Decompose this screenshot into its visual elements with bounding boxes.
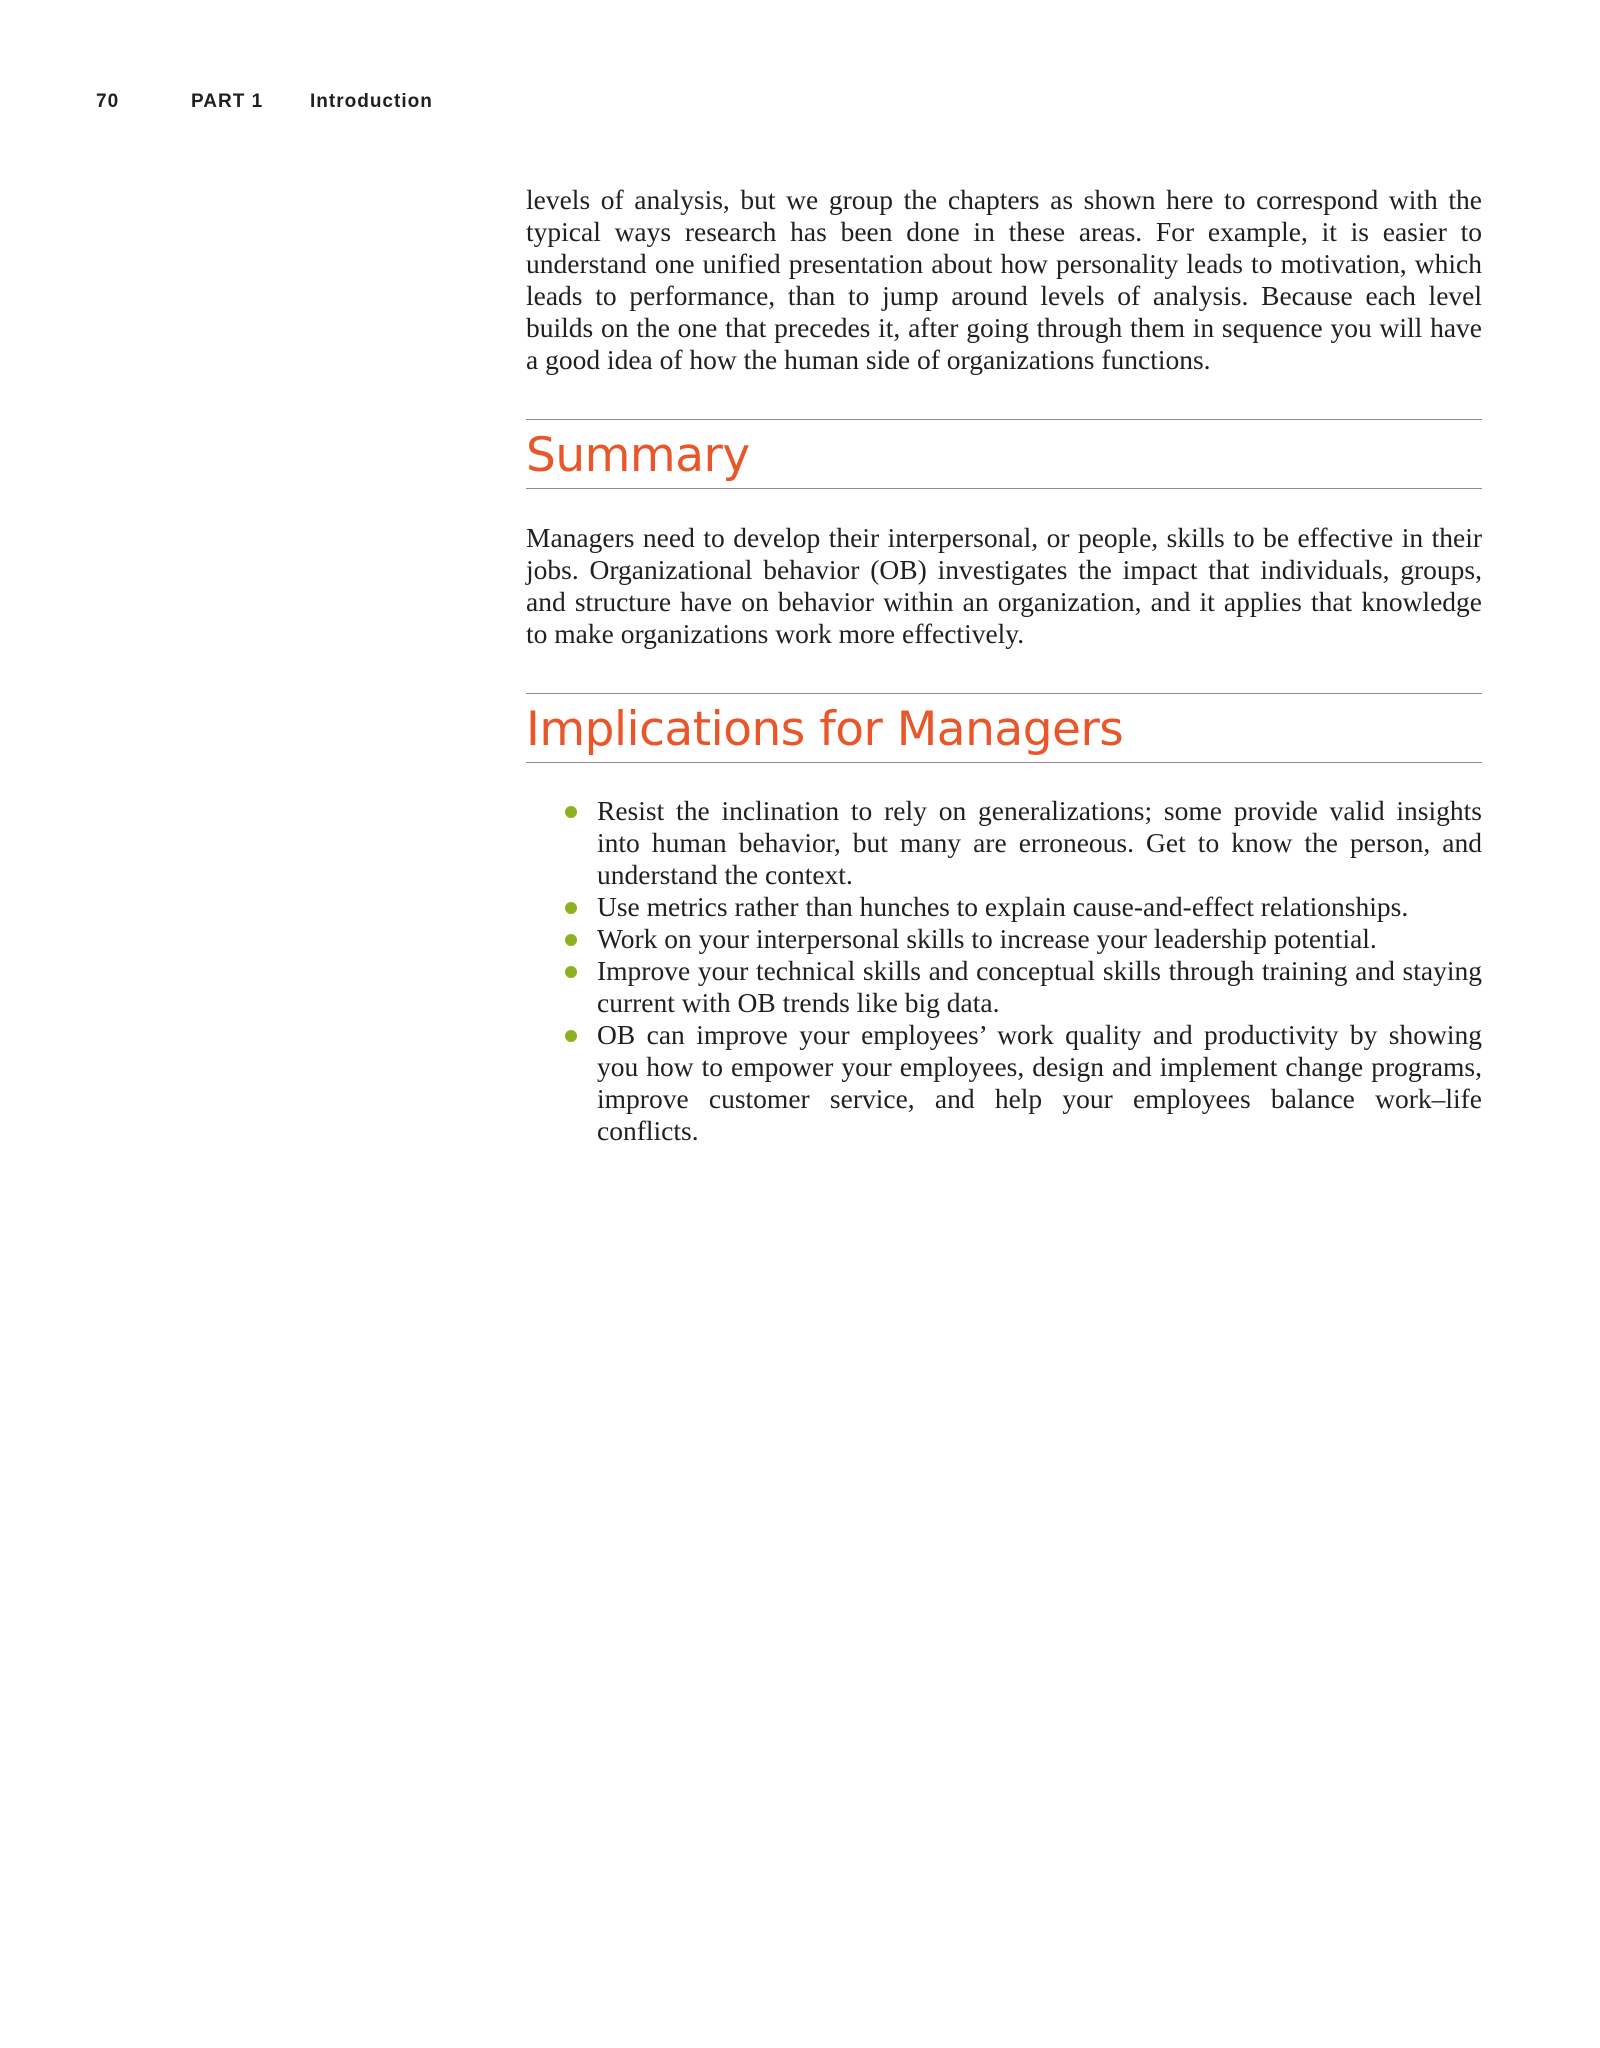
list-item-text: Work on your interpersonal skills to increase your leadership potential.: [597, 923, 1377, 954]
summary-heading: Summary: [526, 428, 750, 483]
page-number: 70: [96, 91, 120, 112]
bullet-icon: [565, 806, 577, 818]
running-head: [96, 91, 433, 113]
list-item: [597, 795, 1482, 891]
implications-list: [526, 795, 1482, 1147]
list-item-text: Use metrics rather than hunches to explain cause-and-effect relationships.: [597, 891, 1409, 922]
list-item: [597, 923, 1482, 955]
summary-paragraph: Managers need to develop their interpersonal, or people, skills to be effective in their jobs. Organizational behavior (OB) investigates the impact that individuals, groups, and structure have on behavior within an organization, and it applies that knowledge to make organizations work more effectively.: [526, 522, 1482, 649]
list-item: [597, 891, 1482, 923]
implications-heading: Implications for Managers: [526, 702, 1124, 757]
bullet-icon: [565, 1030, 577, 1042]
list-item: [597, 1019, 1482, 1147]
section-label: Introduction: [310, 91, 433, 112]
list-item-text: OB can improve your employees’ work quality and productivity by showing you how to empower your employees, design and implement change programs, improve customer service, and help your employees balance work–life conflicts.: [597, 1019, 1482, 1146]
summary-heading-block: [526, 419, 1482, 489]
list-item-text: Resist the inclination to rely on generalizations; some provide valid insights into human behavior, but many are erroneous. Get to know the person, and understand the context.: [597, 795, 1482, 890]
list-item-text: Improve your technical skills and conceptual skills through training and staying current with OB trends like big data.: [597, 955, 1482, 1018]
list-item: [597, 955, 1482, 1019]
bullet-icon: [565, 902, 577, 914]
part-label: PART 1: [191, 91, 264, 112]
bullet-icon: [565, 966, 577, 978]
bullet-icon: [565, 934, 577, 946]
main-content: [526, 184, 1482, 1147]
intro-paragraph: levels of analysis, but we group the chapters as shown here to correspond with the typical ways research has been done in these areas. For example, it is easier to understand one unified presentation about how personality leads to motivation, which leads to performance, than to jump around levels of analysis. Because each level builds on the one that precedes it, after going through them in sequence you will have a good idea of how the human side of organizations functions.: [526, 184, 1482, 375]
implications-heading-block: [526, 693, 1482, 763]
